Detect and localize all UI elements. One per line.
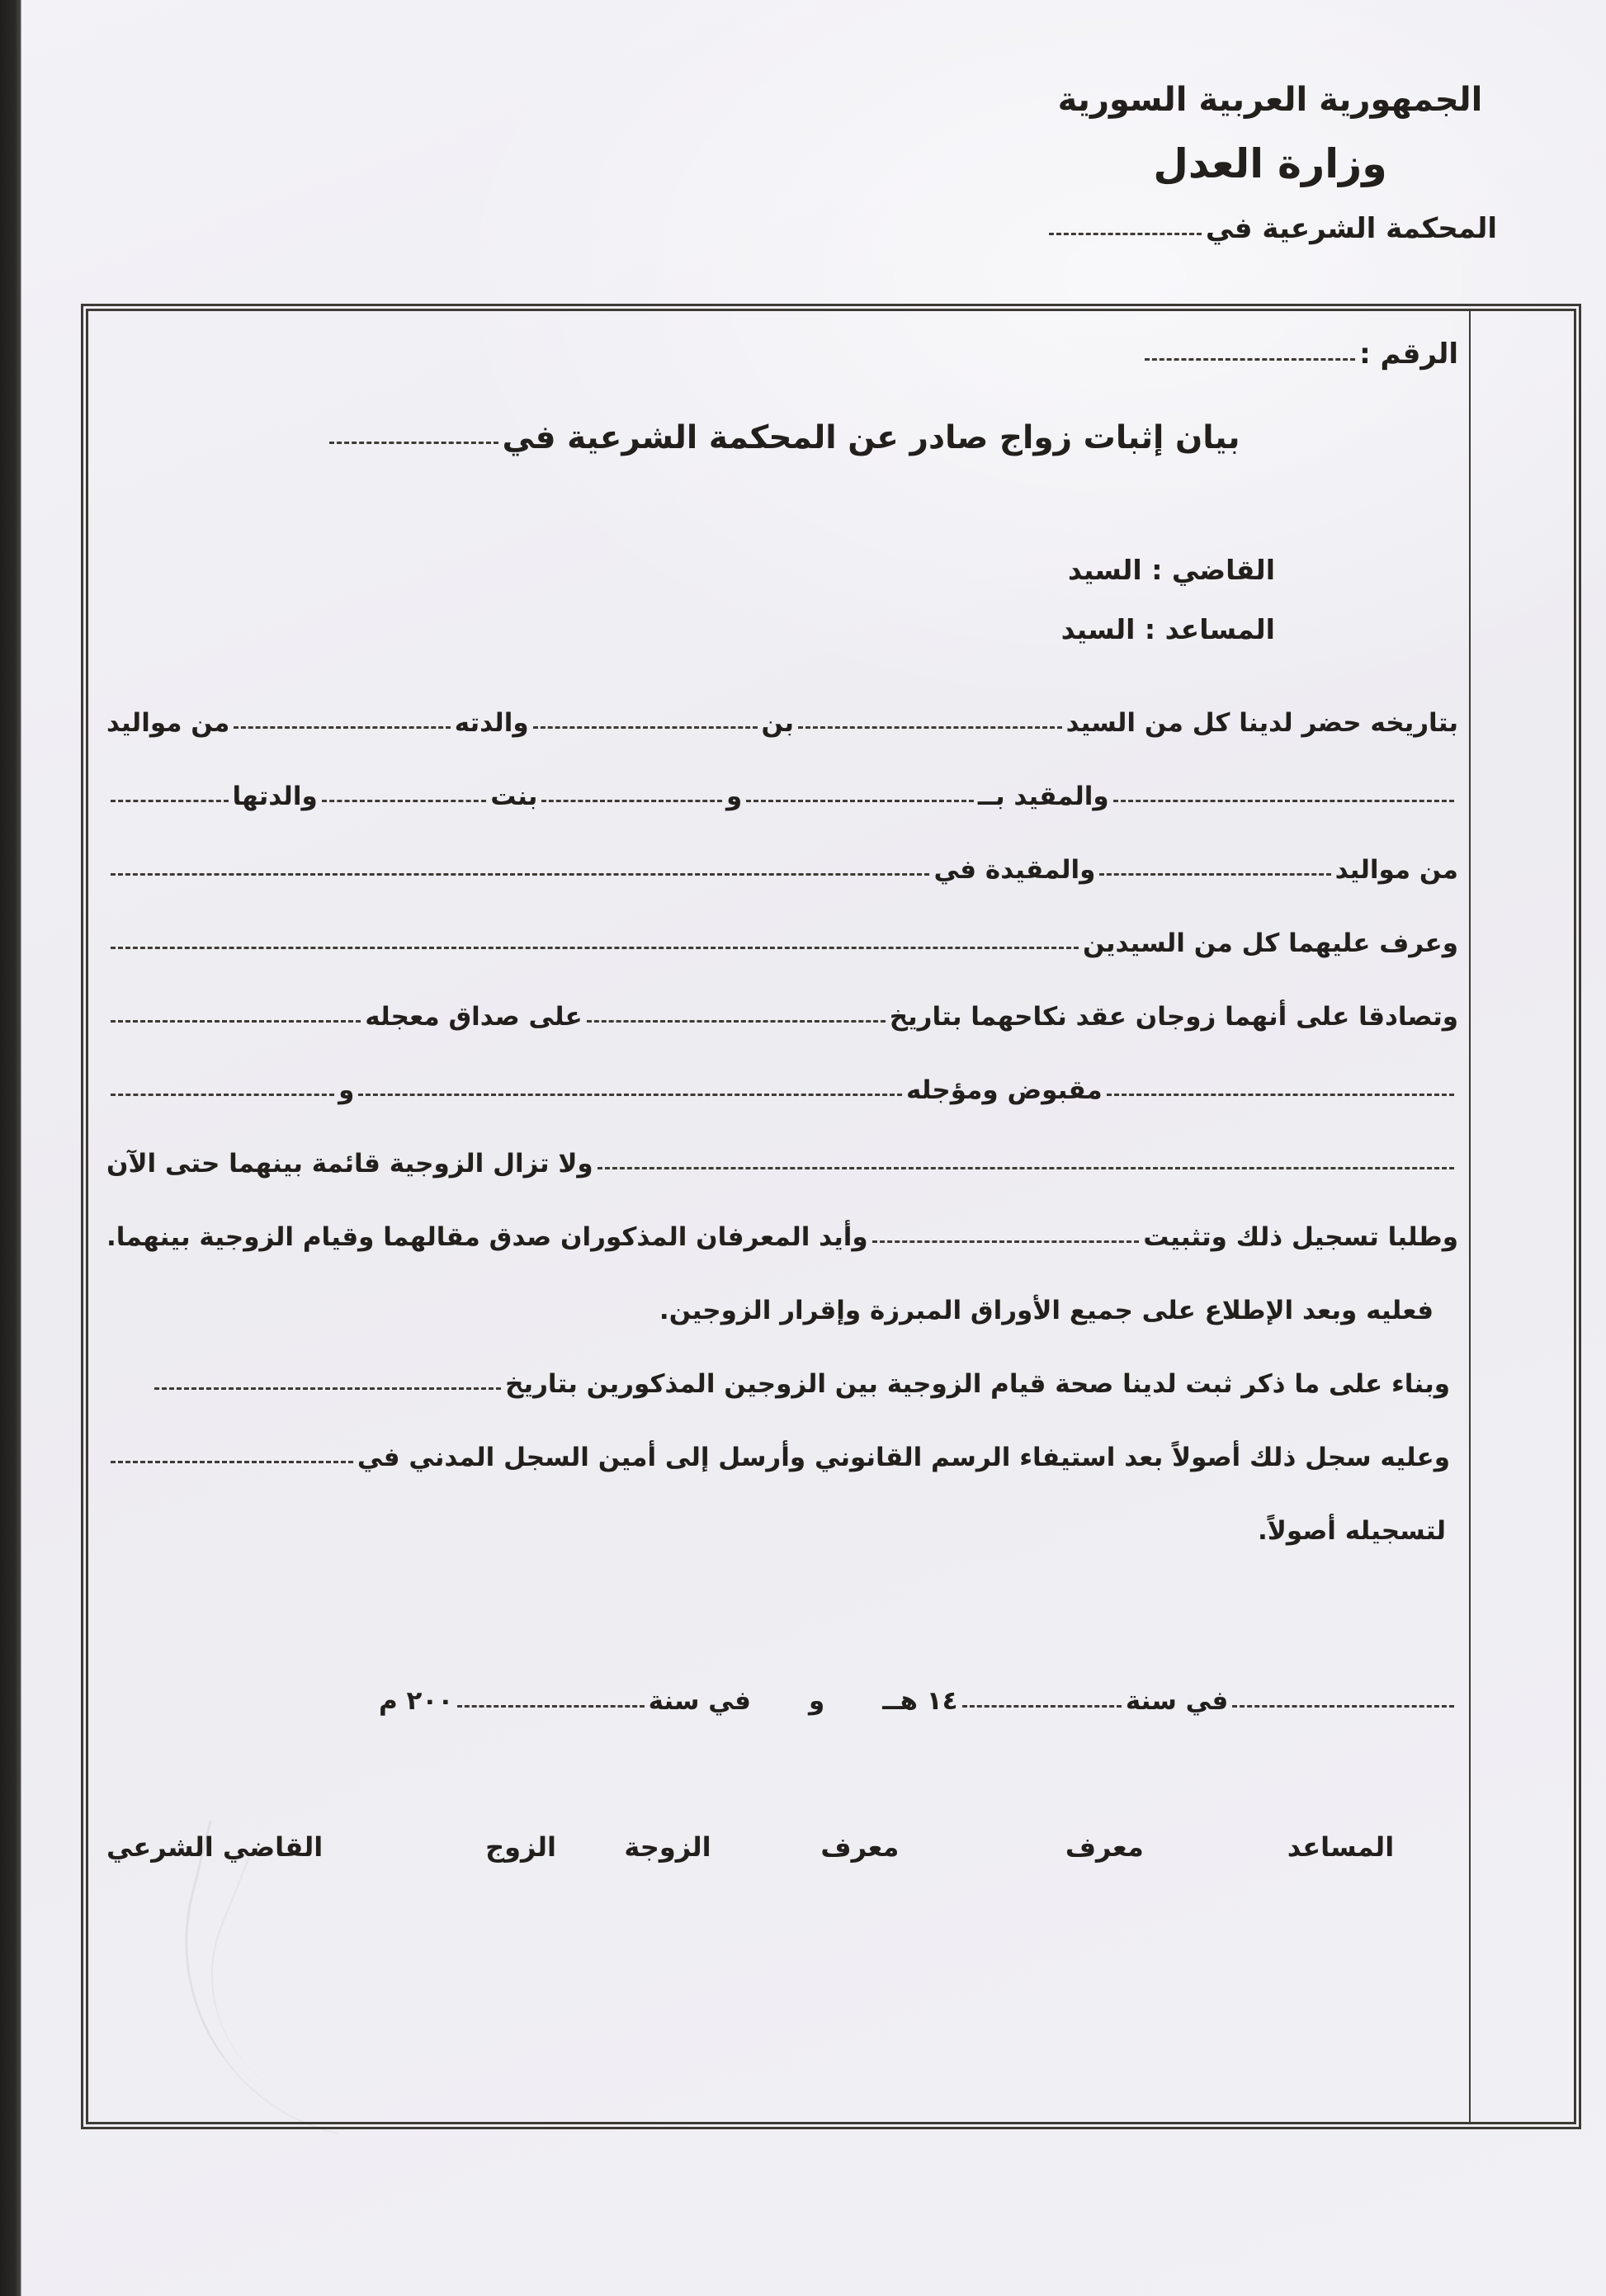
form-line: [106, 686, 1458, 759]
blank-line: [358, 1094, 902, 1096]
form-line: [106, 833, 1458, 906]
field-label: مقبوض ومؤجله: [905, 1075, 1103, 1105]
document-header: [1043, 81, 1497, 245]
field-label: والدته: [454, 707, 529, 738]
field-label: على صداق معجله: [365, 1001, 583, 1032]
assistant-line: المساعد : السيد: [1060, 613, 1275, 645]
country-title: الجمهورية العربية السورية: [1057, 81, 1483, 119]
field-label: ٢٠٠ م: [379, 1686, 454, 1716]
form-line: [106, 1420, 1450, 1494]
form-line: [106, 1818, 1458, 1876]
blank-line: [798, 726, 1062, 729]
field-label: والمقيدة في: [933, 854, 1096, 885]
field-label: و: [338, 1075, 355, 1105]
judge-line: القاضي : السيد: [1067, 554, 1275, 586]
field-label: المساعد: [1287, 1831, 1395, 1863]
field-label: ١٤ هــ: [882, 1686, 958, 1716]
blank-line: [533, 726, 758, 729]
field-label: وتصادقا على أنهما زوجان عقد نكاحهما بتاريخ: [889, 1001, 1458, 1032]
form-line: [106, 1676, 1458, 1726]
document-number-line: [106, 334, 1458, 374]
field-label: وعليه سجل ذلك أصولاً بعد استيفاء الرسم القانوني وأرسل إلى أمين السجل المدني في: [357, 1442, 1450, 1472]
blank-line: [746, 800, 974, 802]
blank-line: [111, 1094, 334, 1096]
field-label: بيان إثبات زواج صادر عن المحكمة الشرعية في: [502, 418, 1240, 456]
field-label: ولا تزال الزوجية قائمة بينهما حتى الآن: [106, 1148, 593, 1179]
form-line: [106, 1347, 1450, 1420]
field-label: وطلبا تسجيل ذلك وتثبيت: [1143, 1221, 1458, 1252]
form-line: [106, 906, 1458, 980]
form-line: [106, 334, 1458, 374]
form-title-line: [106, 415, 1458, 460]
hijri-gregorian-date-line: [106, 1676, 1458, 1726]
field-label: بن: [761, 707, 795, 738]
field-label: من مواليد: [1334, 854, 1458, 885]
blank-line: [111, 873, 929, 876]
blank-line: [1107, 1094, 1454, 1096]
blank-line: [587, 1020, 886, 1023]
form-content: [88, 311, 1574, 2122]
blank-line: [457, 1705, 644, 1708]
blank-line: [1232, 1705, 1454, 1708]
field-label: و: [808, 1686, 825, 1716]
form-line: [1043, 212, 1497, 245]
field-label: والمقيد بــ: [977, 781, 1109, 811]
field-label: والدتها: [232, 781, 318, 811]
form-line: [106, 1127, 1458, 1200]
field-label: وعرف عليهما كل من السيدين: [1083, 928, 1458, 958]
form-line: [106, 759, 1458, 833]
blank-line: [1145, 358, 1355, 361]
form-line: [106, 1053, 1458, 1127]
field-label: الزوجة: [624, 1831, 711, 1863]
field-label: الرقم :: [1359, 338, 1458, 371]
blank-line: [872, 1240, 1140, 1243]
blank-line: [234, 726, 450, 729]
field-label: المحكمة الشرعية في: [1205, 212, 1497, 245]
field-label: معرف: [1065, 1831, 1144, 1863]
blank-line: [962, 1705, 1122, 1708]
form-line: [106, 1494, 1446, 1567]
form-line: [106, 980, 1458, 1053]
blank-line: [329, 442, 498, 444]
blank-line: [111, 1461, 353, 1463]
field-label: بنت: [490, 781, 538, 811]
blank-line: [111, 1020, 361, 1023]
form-line: [106, 1273, 1434, 1347]
sharia-court-form-frame: [81, 304, 1581, 2129]
court-location-line: [1043, 212, 1497, 245]
field-label: فعليه وبعد الإطلاع على جميع الأوراق المبرزة وإقرار الزوجين.: [659, 1295, 1434, 1325]
field-label: في سنة: [1125, 1686, 1229, 1716]
field-label: بتاريخه حضر لدينا كل من السيد: [1065, 707, 1458, 738]
field-label: و: [725, 781, 743, 811]
blank-line: [322, 800, 487, 802]
blank-line: [1049, 233, 1202, 235]
form-line: [106, 1200, 1458, 1273]
field-label: القاضي الشرعي: [106, 1831, 324, 1863]
blank-line: [1099, 873, 1330, 876]
blank-line: [111, 800, 229, 802]
field-label: من مواليد: [106, 707, 230, 738]
blank-line: [598, 1167, 1454, 1169]
scanner-edge-strip: [0, 0, 21, 2296]
blank-line: [541, 800, 722, 802]
field-label: الزوج: [485, 1831, 556, 1863]
ministry-title: وزارة العدل: [1153, 140, 1387, 187]
field-label: في سنة: [648, 1686, 751, 1716]
blank-line: [1113, 800, 1454, 802]
field-label: لتسجيله أصولاً.: [1258, 1515, 1446, 1546]
field-label: وأيد المعرفان المذكوران صدق مقالهما وقيام الزوجية بينهما.: [106, 1221, 868, 1252]
blank-line: [154, 1387, 501, 1390]
blank-line: [111, 947, 1079, 949]
form-body-lines: [106, 686, 1458, 1567]
signature-labels-row: [106, 1818, 1458, 1876]
field-label: معرف: [820, 1831, 900, 1863]
field-label: وبناء على ما ذكر ثبت لدينا صحة قيام الزوجية بين الزوجين المذكورين بتاريخ: [505, 1368, 1450, 1399]
form-line: [106, 415, 1458, 460]
